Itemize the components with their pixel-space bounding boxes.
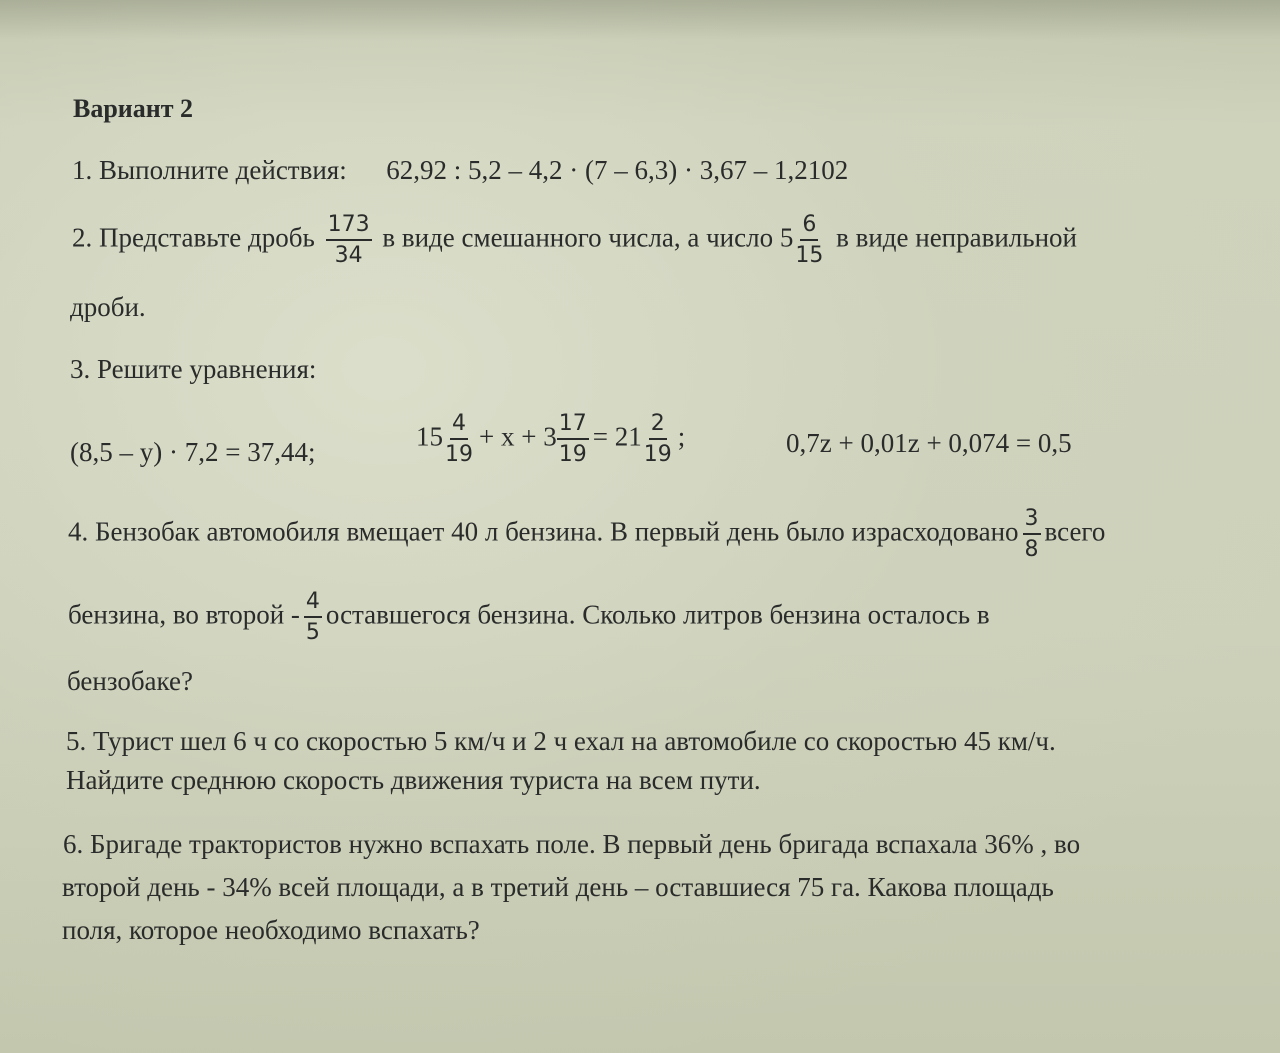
task-4-line-2 <box>68 589 990 646</box>
fraction-denominator: 19 <box>558 442 587 468</box>
task-6-line-1: 6. Бригаде трактористов нужно вспахать поле. В первый день бригада вспахала 36% , во <box>63 829 1081 859</box>
fraction-numerator: 3 <box>1023 506 1041 535</box>
fraction-6-15 <box>793 212 825 269</box>
task-5-line-1: 5. Турист шел 6 ч со скоростью 5 км/ч и 2 ч ехал на автомобиле со скоростью 45 км/ч. <box>66 726 1056 756</box>
task-2-middle: в виде смешанного числа, а число 5 <box>382 222 794 253</box>
task-2 <box>72 212 1077 269</box>
task-1-label: 1. Выполните действия: <box>72 155 347 185</box>
task-2-suffix: в виде неправильной <box>836 222 1077 253</box>
fraction-denominator: 8 <box>1024 537 1039 563</box>
task-6-line-3: поля, которое необходимо вспахать? <box>62 915 480 945</box>
equation-1: (8,5 – у) · 7,2 = 37,44; <box>70 437 316 467</box>
fraction-numerator: 173 <box>326 212 372 241</box>
fraction-denominator: 34 <box>334 243 363 269</box>
fraction-4-5 <box>304 589 322 646</box>
fraction-17-19 <box>557 411 589 468</box>
fraction-numerator: 6 <box>800 212 818 241</box>
equation-2-rhs: = 21 <box>592 421 642 452</box>
task-2-line-2: дроби. <box>70 292 146 322</box>
task-4-line-1 <box>68 506 1105 563</box>
equation-2-end: ; <box>677 421 686 452</box>
fraction-2-19 <box>642 411 674 468</box>
page-edge-shadow <box>0 0 1280 40</box>
task-4-text-2-start: бензина, во второй - <box>68 599 300 630</box>
fraction-denominator: 19 <box>445 442 473 468</box>
task-4-text-2-end: оставшегося бензина. Сколько литров бензина осталось в <box>325 599 990 630</box>
task-6-line-2: второй день - 34% всей площади, а в третий день – оставшиеся 75 га. Какова площадь <box>62 872 1054 902</box>
task-4-line-3: бензобаке? <box>67 666 193 696</box>
equation-3: 0,7z + 0,01z + 0,074 = 0,5 <box>786 428 1072 458</box>
task-1-expression: 62,92 : 5,2 – 4,2 · (7 – 6,3) · 3,67 – 1,2102 <box>386 155 849 185</box>
task-4-text-1: 4. Бензобак автомобиля вмещает 40 л бензина. В первый день было израсходовано <box>68 516 1019 547</box>
fraction-3-8 <box>1023 506 1041 563</box>
fraction-4-19 <box>443 411 475 468</box>
equation-2-middle: + х + 3 <box>479 421 557 452</box>
fraction-numerator: 4 <box>304 589 322 618</box>
task-1 <box>72 157 848 184</box>
fraction-denominator: 19 <box>643 442 672 468</box>
task-2-prefix: 2. Представьте дробь <box>72 222 315 253</box>
fraction-denominator: 5 <box>305 620 320 646</box>
task-4-text-1-end: всего <box>1044 516 1106 547</box>
equation-2 <box>416 411 685 468</box>
fraction-numerator: 17 <box>557 411 589 440</box>
fraction-173-34 <box>326 212 372 269</box>
fraction-denominator: 15 <box>795 243 824 269</box>
equation-2-whole-a: 15 <box>416 421 443 452</box>
fraction-numerator: 4 <box>450 411 468 440</box>
variant-title: Вариант 2 <box>73 94 194 123</box>
fraction-numerator: 2 <box>649 411 667 440</box>
task-5-line-2: Найдите среднюю скорость движения туриста на всем пути. <box>66 765 761 795</box>
task-3-label: 3. Решите уравнения: <box>70 354 317 384</box>
